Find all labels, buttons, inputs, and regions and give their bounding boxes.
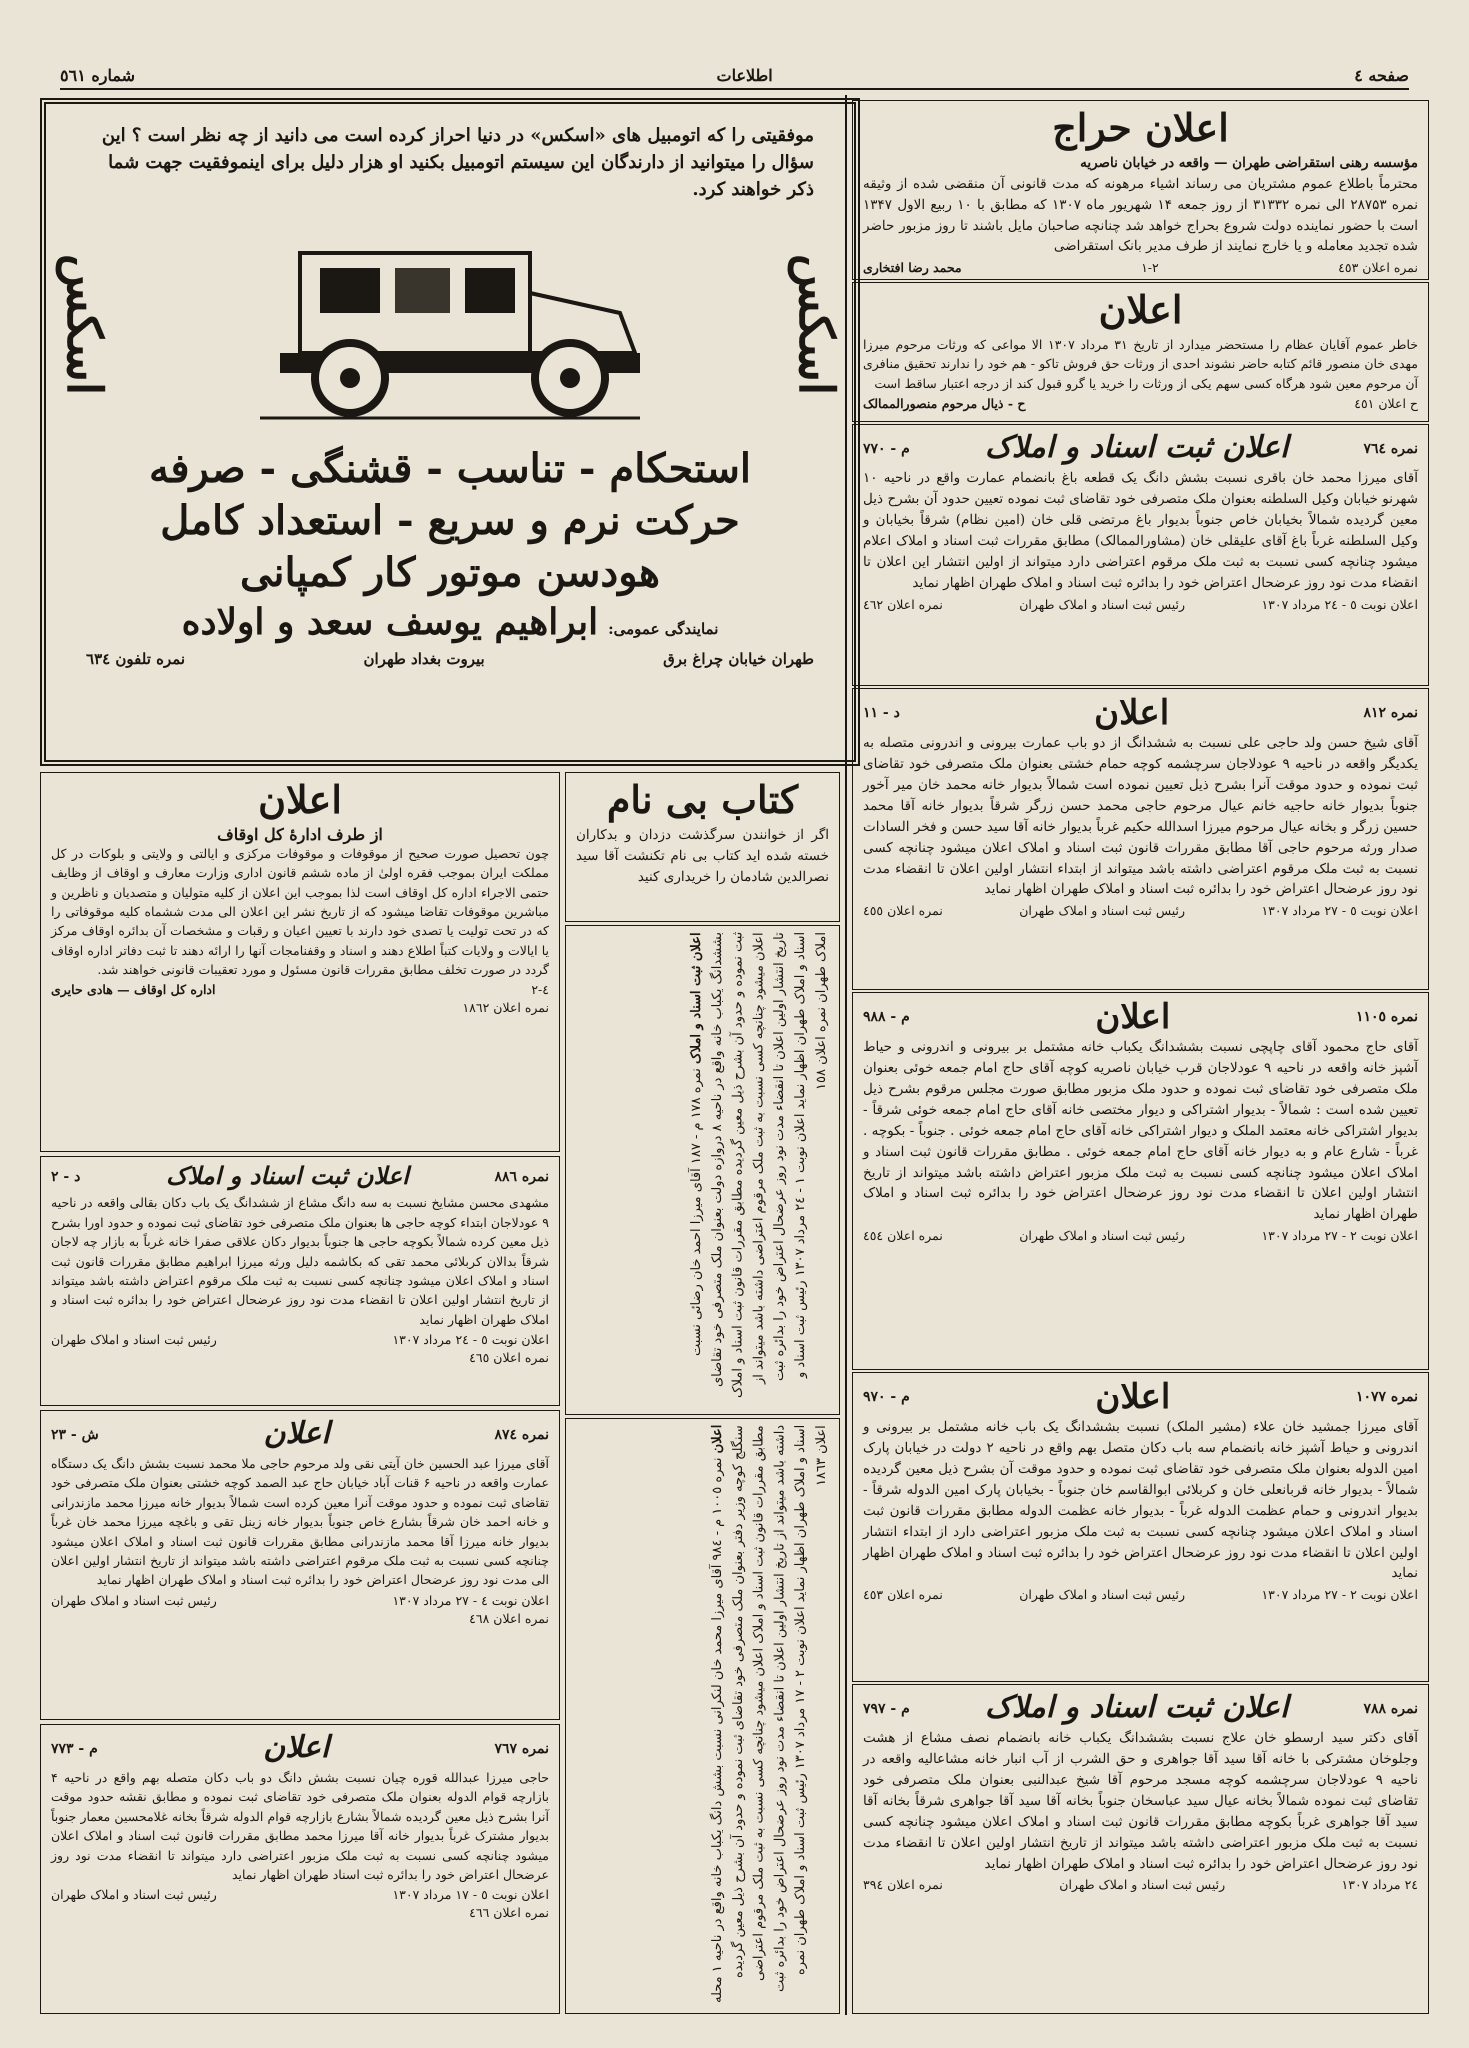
strip2-date: اعلان نوبت ٢ - ١٧ مرداد ١٣٠٧	[793, 1606, 809, 1770]
notice-date: اعلان نوبت ٥ - ١٧ مرداد ١٣٠٧	[392, 1887, 549, 1903]
notice-ref: نمره اعلان ٤٦٢	[863, 596, 943, 612]
paper-name: اطلاعات	[716, 65, 773, 85]
strip1-num: نمره ١٧٨	[689, 1067, 705, 1118]
notice-date: اعلان نوبت ٥ - ٢٧ مرداد ١٣٠٧	[1261, 903, 1418, 919]
notice-office: رئیس ثبت اسناد و املاک طهران	[51, 1887, 217, 1903]
strip2-num: نمره ١٠٠٥	[710, 1457, 726, 1516]
ad-intro-text: موفقیتی را که اتومبیل های «اسکس» در دنیا احراز کرده است می دانید از چه نظر است ؟ این سؤال را میتوانید از دارندگان این سیستم اتومبیل بکنید او هزار دلیل برای اینموفقیت جهت شما ذکر خواهند کرد.	[101, 125, 814, 200]
ad-agent-name: ابراهیم یوسف سعد و اولاده	[181, 601, 599, 643]
awqaf-subtitle: از طرف ادارهٔ کل اوقاف	[217, 824, 383, 844]
notice-title: اعلان	[263, 1730, 330, 1765]
strip1-office: رئیس ثبت اسناد و املاک طهران	[793, 932, 830, 1379]
notice-num: نمره ٧٦٧	[494, 1740, 549, 1757]
strip1-code: م - ١٨٧	[689, 1122, 705, 1164]
inheritance-notice	[852, 282, 1429, 422]
notice-date: اعلان نوبت ٢ - ٢٧ مرداد ١٣٠٧	[1261, 1228, 1418, 1244]
registry-notice-812	[852, 688, 1429, 990]
awqaf-code: ٤-٢	[531, 982, 549, 998]
auction-num: نمره اعلان ٤٥٣	[1338, 260, 1418, 276]
notice-body: آقای دکتر سید ارسطو خان علاج نسبت بششدانگ یکباب خانه بانضمام نصف مشاع از هشت وجلوخان مشترکی با خانه آقا سید آقا جواهری و حق الشرب از آب انبار خانه مشاعالیه واقعه در ناحیه ۹ عودلاجان سرچشمه کوچه مسجد مرحوم آقا شیخ عبدالنبی بعنوان ملک متصرفی خود تقاضای ثبت نموده شمالاً بخانه عیال سید عباسخان جنوباً بخانه آقا سید آقا جواهری شرقاً بخانه آقا سید آقا جواهری غرباً بکوچه مطابق مقررات قانون ثبت اسناد و املاک اعلان میشود چنانچه کسی نسبت به ثبت ملک مزبور اعتراضی داشته باشد میتواند از تاریخ انتشار اولین اعلان تا انقضاء مدت نود روز عرضحال اعتراض خود را بدائره ثبت اسناد و املاک طهران اظهار نماید	[863, 1730, 1418, 1872]
car-illustration	[86, 203, 814, 443]
registry-notice-1077	[852, 1372, 1429, 1682]
notice-code: م - ٧٧٠	[863, 440, 910, 457]
registry-notice-767	[40, 1724, 560, 2014]
strip1-date: اعلان نوبت ١ - ٢٤ مرداد ١٣٠٧	[793, 1113, 809, 1277]
notice-date: اعلان نوبت ٤ - ٢٧ مرداد ١٣٠٧	[392, 1592, 549, 1608]
strip1-title: اعلان ثبت اسناد و املاک	[689, 932, 705, 1064]
awqaf-num: نمره اعلان ١٨٦٢	[462, 1000, 549, 1016]
registry-notice-1105	[852, 992, 1429, 1370]
notice-ref: نمره اعلان ٣٩٤	[863, 1877, 943, 1893]
notice-title: اعلان ثبت اسناد و املاک	[984, 430, 1289, 465]
book-body: اگر از خوانندن سرگذشت دزدان و بدکاران خسته شده اید کتاب بی نام تکنشت آقا سید نصرالدین شادمان را خریداری کنید	[576, 826, 829, 885]
registry-notice-874	[40, 1410, 560, 1720]
notice-num: نمره ٧٨٨	[1363, 1700, 1418, 1717]
notice-code: د - ٢	[51, 1169, 81, 1186]
notice-office: رئیس ثبت اسناد و املاک طهران	[51, 1332, 217, 1348]
ad-features-line1: استحکام - تناسب - قشنگی - صرفه	[148, 445, 751, 492]
notice-body: حاجی میرزا عبدالله قوره چیان نسبت بشش دانگ دو باب دکان متصله بهم واقع در ناحیه ۴ بازارچه قوام الدوله بعنوان ملک متصرفی خود تقاضای ثبت نموده و مطابق نقشه حدود موقت آنرا بشرح ذیل معین گردیده شمالاً بشارع بازارچه قوام الدوله شرقاً بخانه غلامحسین معمار جنوباً بدیوار مشترک غرباً بدیوار خانه آقا میرزا محمد مطابق مقررات قانون ثبت اسناد و املاک اعلان میشود چنانچه کسی نسبت به ثبت ملک مزبور اعتراضی دارد میتواند تا انقضاء مدت نود روز عرضحال اعتراض خود را بدائره ثبت اسناد طهران اظهار نماید	[51, 1770, 549, 1882]
notice-body: آقای میرزا محمد خان باقری نسبت بشش دانگ یک قطعه باغ بانضمام عمارت واقع در ناحیه ۱۰ شهرنو خیابان وکیل السلطنه بعنوان ملک متصرفی خود تقاضای ثبت نموده تعیین حدود آن بشرح ذیل معین گردیده شمالاً بخیابان خاص جنوباً بدیوار باغ مرتضی قلی خان (امین نظام) شرقاً بخیابان و وکیل السلطنه غرباً باغ آقای علیقلی خان (مشاورالممالک) مطابق مقررات ثبت اسناد و املاک اعلام میشود چنانچه کسی نسبت به ثبت ملک مرقوم اعتراضی دارد میتواند از اولین انتشار این اعلان تا انقضاء مدت نود روز عرضحال اعتراض خود را بدائره ثبت اسناد و املاک طهران اظهار نماید	[863, 470, 1418, 591]
awqaf-notice	[40, 772, 560, 1152]
notice-num: نمره ٧٦٤	[1363, 440, 1418, 457]
notice-office: رئیس ثبت اسناد و املاک طهران	[1019, 596, 1186, 612]
notice-office: رئیس ثبت اسناد و املاک طهران	[1019, 1587, 1186, 1603]
notice-ref: نمره اعلان ٤٥٥	[863, 903, 943, 919]
notice-body: آقای شیخ حسن ولد حاجی علی نسبت به ششدانگ از دو باب عمارت بیرونی و اندرونی متصله به یکدیگر واقعه در ناحیه ۹ عودلاجان سرچشمه کوچه حمام خشتی بعنوان ملک متصرفی خود تقاضای ثبت نموده و حدود موقت آنرا بشرح ذیل تعیین نموده است شمالاً بدیوار خانه محمد خان میر آخور جنوباً بدیوار خانه حاجیه خانم عیال مرحوم حاجی محمد حسن زرگر شرقاً بدیوار خانه آقا محمد حسین زرگر و بخانه عیال مرحوم میرزا اسدالله حکیم غرباً بدیوار خانه آقا سید حسن و فخر السادات صدار ورثه مرحوم حاجی آقا مطابق مقررات قانون ثبت اسناد و املاک اعلان میشود چنانچه کسی نسبت به ثبت ملک مرقوم اعتراضی داشته باشد میتواند از ابتداء انتشار اولین اعلان تا انقضاء مدت نود روز عرضحال اعتراض خود را بدائره ثبت اسناد و املاک طهران اظهار نماید	[863, 735, 1418, 898]
notice-office: رئیس ثبت اسناد و املاک طهران	[1019, 903, 1186, 919]
inheritance-signer: ح - ذیال مرحوم منصورالممالک	[863, 395, 1026, 411]
notice-date: اعلان نوبت ٢ - ٢٧ مرداد ١٣٠٧	[1261, 1587, 1418, 1603]
notice-date: اعلان نوبت ٥ - ٢٤ مرداد ١٣٠٧	[392, 1332, 549, 1348]
notice-num: نمره ٨١٢	[1363, 705, 1418, 721]
notice-title: اعلان	[1094, 693, 1170, 733]
rotated-notice-2	[565, 1418, 840, 2014]
rotated-notice-1	[565, 925, 840, 1415]
notice-body: آقای حاج محمود آقای چاپچی نسبت بششدانگ یکباب خانه مشتمل بر بیرونی و اندرونی و حیاط آشپز خانه واقعه در ناحیه ۹ عودلاجان قرب خیابان ناصریه کوچه آقای حاج امام جمعه خوئی بعنوان ملک متصرفی خود تقاضای ثبت نموده و حدود ملک مزبور مطابق صورت مجلس مرقوم بشرح ذیل تعیین شده است : شمالاً - بدیوار اشتراکی و دیوار مختصی خانه آقای حاج امام جمعه خوئی شرقاً - بدیوار اشتراکی خانه معتمد الملک و دیوار اشتراکی خانه آقای حاج امام جمعه خوئی . جنوباً - بکوچه . غرباً - شارع عام و به دیوار خانه آقای حاج امام جمعه خوئی . مطابق مقررات قانون ثبت اسناد و املاک اعلان میشود چنانچه کسی نسبت به ثبت ملک مزبور اعتراض داشته باشد میتواند از تاریخ انتشار اولین اعلان تا انقضاء مدت نود روز عرضحال اعتراض خود را بدائره ثبت اسناد و املاک طهران اظهار نماید	[863, 1039, 1419, 1223]
strip2-ref: نمره اعلان ١٨٦٣	[793, 1425, 830, 1976]
strip2-title: اعلان	[710, 1425, 726, 1454]
awqaf-signer: اداره کل اوقاف — هادی حایری	[51, 982, 216, 998]
notice-body: آقای میرزا عبد الحسین خان آیتی نقی ولد مرحوم حاجی ملا محمد نسبت بشش دانگ یک دستگاه عمارت واقعه در ناحیه ۶ قنات آباد خیابان حاج عبد الصمد کوچه خشتی بعنوان ملک متصرفی خود تقاضای ثبت نموده و حدود موقت آنرا معین کرده است شمالاً بدیوار خانه میرزا محمد مازندرانی و خانه احمد خان شرقاً بشارع خاص جنوباً بدیوار خانه زینل تقی و باغچه میرزا محمد خان غرباً بدیوار خانه میرزا آقا محمد مازندرانی مطابق مقررات قانون ثبت اسناد و املاک اعلان میشود چنانچه کسی نسبت به ثبت ملک مرقوم اعتراضی داشته باشد میتواند از تاریخ انتشار اولین اعلان الی مدت نود روز عرضحال اعتراض خود را بدائره ثبت اسناد و املاک طهران اظهار نماید	[51, 1456, 549, 1588]
ad-features-line2: حرکت نرم و سریع - استعداد کامل	[160, 497, 740, 544]
notice-ref: نمره اعلان ٤٥٣	[863, 1587, 943, 1603]
page-number: صفحه ٤	[1354, 65, 1409, 85]
registry-notice-886	[40, 1156, 560, 1406]
ad-company: هودسن موتور کار کمپانی	[240, 549, 660, 596]
notice-code: م - ٧٩٧	[863, 1700, 910, 1717]
issue-number: شماره ٥٦١	[60, 65, 135, 85]
strip1-ref: نمره اعلان ١٥٨	[814, 1006, 830, 1090]
rotated-notice-1-text	[687, 932, 833, 1408]
notice-title: اعلان	[1095, 1377, 1171, 1417]
notice-ref: نمره اعلان ٤٦٦	[469, 1905, 549, 1921]
notice-ref: نمره اعلان ٤٦٨	[469, 1610, 549, 1626]
notice-code: م - ٩٧٠	[863, 1389, 910, 1405]
rotated-notice-2-text	[708, 1425, 833, 2007]
notice-ref: نمره اعلان ٤٦٥	[469, 1350, 549, 1366]
auction-title: اعلان حراج	[1052, 105, 1229, 150]
notice-title: اعلان	[1095, 997, 1171, 1037]
notice-code: ش - ٢٣	[51, 1426, 99, 1443]
inheritance-body: خاطر عموم آقایان عظام را مستحضر میدارد از تاریخ ۳۱ مرداد ۱۳۰۷ الا مواعی که ورثات مرحوم میرزا مهدی خان منصور قائم کتابه حاضر نشوند احدی از ورثات حق فروش تاکو - هم خود را ندارند تحقیق منافری آن مرحوم معین شود هرگاه کسی سهم یکی از ورثات را خرید یا گرو قبول کند از درجه اعتبار ساقط است	[863, 336, 1418, 391]
inheritance-num: ح اعلان ٤٥١	[1354, 395, 1418, 411]
strip1-body: آقای میرزا احمد خان رضائی نسبت بششدانگ یکباب خانه واقع در ناحیه ۸ دروازه دولت بعنوان ملک متصرفی خود تقاضای ثبت نموده و حدود آن بشرح ذیل معین گردیده مطابق مقررات قانون ثبت اسناد و املاک اعلان میشود چنانچه کسی نسبت به ثبت ملک مرقوم اعتراضی داشته باشد میتواند از تاریخ انتشار اولین اعلان تا انقضاء مدت نود روز عرضحال اعتراض خود را بدائره ثبت اسناد و املاک طهران اظهار نماید	[689, 932, 809, 1399]
awqaf-body: چون تحصیل صورت صحیح از موقوفات و موقوفات مرکزی و ایالتی و ولایتی و بلوکات در کل مملکت ایران بموجب فقره اولیٰ از ماده ششم قانون اداری وزارت معارف و اوقاف از وظایف حتمی الاجراء اداره کل اوقاف است لذا بموجب این اعلان از کلیه متولیان و متصدیان و ناظرین و مباشرین موقوفات تقاضا میشود که از تاریخ نشر این اعلان الی مدت ششماه کلیه موقوفاتی را که در تحت تولیت یا تصدی خود دارند با تعیین اعیان و رقبات و مشخصات آن بدائره اوقاف مرکز یا ایالات و ولایات کتباً اطلاع دهند و اسناد و وقفنامجات آنها را ارائه دهند تا ثبت دفاتر اداره اوقاف گردد در صورت تخلف مطابق مقررات قانون مسئول و مورد تعقیبات قانونی خواهند شد.	[51, 845, 549, 978]
notice-code: م - ٩٨٨	[863, 1009, 910, 1025]
notice-code: م - ٧٧٣	[51, 1740, 98, 1757]
ad-agent-label: نمایندگی عمومی:	[608, 620, 719, 638]
registry-notice-764	[852, 424, 1429, 686]
awqaf-title: اعلان	[258, 777, 342, 822]
notice-title: اعلان ثبت اسناد و املاک	[984, 1690, 1289, 1725]
notice-body: مشهدی محسن مشایخ نسبت به سه دانگ مشاع از ششدانگ یک باب دکان بقالی واقعه در ناحیه ۹ عودلاجان ابتداء کوچه حاجی ها بعنوان ملک متصرفی خود تقاضای ثبت نموده و حدود اورا بشرح ذیل معین کرده شمالاً بکوچه حاجی ها جنوباً بدیوار دکان علاقی صفرا خانه غرباً به بازار چه لاجان شرقاً بدالان کربلائی محمد تقی که بکاشمه دلیل ورثه میرزا ابراهیم مطابق مقررات قانون ثبت اسناد و املاک اعلان میشود چنانچه کسی نسبت به ثبت ملک مرقوم اعتراض داشته باشد میتواند از تاریخ انتشار اولین اعلان تا انقضاء مدت نود روز عرضحال اعتراض خود را بدائره ثبت اسناد و املاک طهران اظهار نماید	[51, 1195, 549, 1327]
strip2-body: آقای میرزا محمد خان لنکرانی نسبت بشش دانگ یکباب خانه واقع در ناحیه ۱ محله سنگلج کوچه وزیر دفتر بعنوان ملک متصرفی خود تقاضای ثبت نموده و حدود آن بشرح ذیل معین گردیده مطابق مقررات قانون ثبت اسناد و املاک اعلان میشود چنانچه کسی نسبت به ثبت ملک مرقوم اعتراضی داشته باشد میتواند از تاریخ انتشار اولین اعلان تا انقضاء مدت نود روز عرضحال اعتراض خود را بدائره ثبت اسناد و املاک طهران اظهار نماید	[710, 1425, 809, 2004]
auction-notice	[852, 100, 1429, 280]
column-rule	[845, 95, 847, 2015]
ad-address: طهران خیابان چراغ برق	[663, 649, 814, 668]
notice-office: رئیس ثبت اسناد و املاک طهران	[1019, 1228, 1186, 1244]
car-icon	[240, 213, 660, 433]
notice-num: نمره ١١٠٥	[1355, 1009, 1418, 1025]
notice-num: نمره ٨٧٤	[494, 1426, 549, 1443]
ad-brand-side-left: اسکس	[56, 254, 112, 396]
notice-date: اعلان نوبت ٥ - ٢٤ مرداد ١٣٠٧	[1261, 596, 1418, 612]
auction-code: ۱-۲	[1141, 260, 1159, 276]
notice-ref: نمره اعلان ٤٥٤	[863, 1228, 943, 1244]
notice-office: رئیس ثبت اسناد و املاک طهران	[51, 1592, 217, 1608]
auction-signer: محمد رضا افتخاری	[863, 260, 962, 276]
ad-phone: نمره تلفون ٦٣٤	[86, 649, 186, 668]
notice-title: اعلان ثبت اسناد و املاک	[166, 1161, 409, 1190]
auction-body: محترماً باطلاع عموم مشتریان می رساند اشیاء مرهونه که مدت قانونی آن منقضی شده از وثیقه نمره ۲۸۷۵۳ الی نمره ۳۱۳۳۲ از روز جمعه ۱۴ شهریور ماه ۱۳۰۷ که مطابق با ۱۰ ربیع الاول ۱۳۴۷ است با حضور نماینده دولت شروع بحراج خواهد شد چنانچه صاحبان مایل باشند تا روز مزبور حاضر شده تجدید معامله و یا خارج نمایند از طرف مدیر بانک استقراضی	[863, 175, 1418, 255]
ad-brand-side-right: اسکس	[788, 254, 844, 396]
masthead	[60, 62, 1409, 90]
inheritance-title: اعلان	[1098, 287, 1183, 332]
notice-office: رئیس ثبت اسناد و املاک طهران	[1059, 1877, 1226, 1893]
notice-num: نمره ١٠٧٧	[1355, 1389, 1418, 1405]
essex-car-advertisement	[40, 98, 860, 766]
notice-title: اعلان	[263, 1416, 330, 1451]
book-advert	[565, 772, 840, 922]
strip2-code: م - ٩٨٤	[710, 1519, 726, 1561]
notice-body: آقای میرزا جمشید خان علاء (مشیر الملک) نسبت بششدانگ یک باب خانه مشتمل بر بیرونی و اندرونی و حیاط آشپز خانه بانضمام سه باب دکان متصل بهم واقع در ناحیه ۲ دولت در خیابان پارک امین الدوله بعنوان ملک متصرفی خود تقاضای ثبت نموده و حدود موقت آن بشرح ذیل معین گردیده شمالاً - بدیوار خانه قربانعلی خان و کربلائی ابوالقاسم خان جنوباً - بخیابان پارک امین الدوله شرقاً - بدیوار اندرونی و حمام عظمت الدوله غرباً - بدیوار خانه عظمت الدوله مطابق مقررات قانون ثبت اسناد و املاک اعلان میشود چنانچه کسی نسبت به ثبت ملک مزبور اعتراضی دارد از ابتداء انتشار اولین اعلان تا انقضاء مدت نود روز عرضحال اعتراض خود را بدائره ثبت اسناد و املاک طهران اظهار نماید	[863, 1419, 1419, 1582]
notice-code: د - ١١	[863, 705, 900, 721]
strip2-office: رئیس ثبت اسناد و املاک طهران	[793, 1773, 809, 1947]
registry-notice-788	[852, 1684, 1429, 2014]
ad-cities: بیروت بغداد طهران	[363, 649, 485, 668]
notice-num: نمره ٨٨٦	[494, 1169, 549, 1186]
auction-org: مؤسسه رهنی استقراضی طهران — واقعه در خیابان ناصریه	[1080, 154, 1418, 171]
notice-date: ٢٤ مرداد ١٣٠٧	[1341, 1877, 1418, 1893]
book-title: کتاب بی نام	[606, 777, 799, 822]
